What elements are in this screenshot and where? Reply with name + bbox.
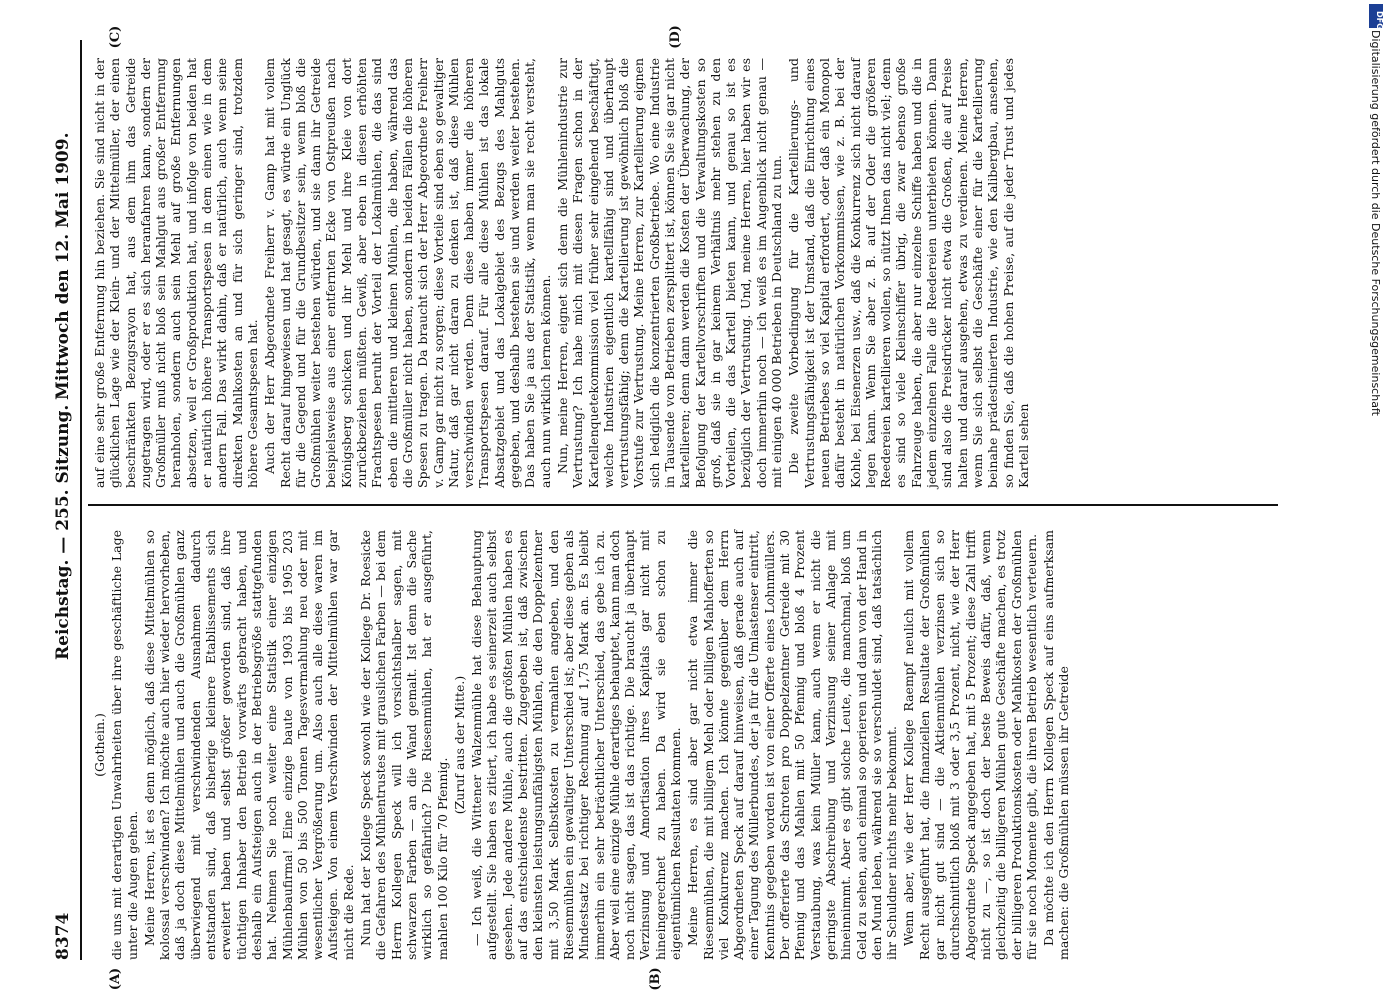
text-column-left [92, 530, 1272, 960]
paragraph: Meine Herren, es sind aber gar nicht etwa immer die Riesenmühlen, die mit billigem Mehl oder billigen Mahlofferten so viel Konkurrenz machen. Ich könnte gegenüber dem Herrn Abgeordneten Speck auf darauf hinweisen, daß gerade auch auf einer Tagung des Müllerbundes, der ja für die Umlastenser eintritt, Kenntnis gegeben worden ist von einer Offerte eines Lohnmüllers. Der offerierte das Schroten pro Doppelzentner Getreide mit 30 Pfennig und das Mahlen mit 50 Pfennig und bloß 4 Prozent Verstaubung, was kein Müller kann, auch wenn er nicht die geringste Abschreibung und Verzinsung seiner Anlage mit hineinnimmt. Aber es gibt solche Leute, die manchmal, bloß um Geld zu sehen, auch einmal so operieren und dann von der Hand in den Mund leben, während sie so verschuldet sind, daß tatsächlich ihr Schuldner nichts mehr bekommt. [685, 530, 900, 960]
paragraph: auf eine sehr große Entfernung hin beziehen. Sie sind nicht in der glücklichen Lage wie der Klein- und der Mittelmüller, der einen beschränkten Bezugsrayon hat, aus dem ihm das Getreide zugetragen wird, oder er es sich heranfahren kann, sondern der Großmüller muß nicht bloß sein Mahlgut aus großer Entfernung heranholen, sondern auch sein Mehl auf große Entfernungen absetzen, weil er Großproduktion hat, und infolge von beiden hat er natürlich höhere Transportspesen in dem einen wie in dem andern Fall. Das wirkt dahin, daß er natürlich, auch wenn seine direkten Mahlkosten an und für sich geringer sind, trotzdem höhere Gesamtspesen hat. [92, 58, 260, 488]
paragraph: Meine Herren, ist es denn möglich, daß diese Mittelmühlen so kolossal verschwinden? Ich möchte auch hier wieder hervorheben, daß ja doch diese Mittelmühlen und auch die Großmühlen ganz überwiegend mit verschwindenden Ausnahmen dadurch entstanden sind, daß bisherige kleinere Etablissements sich erweitert haben und selbst größer geworden sind, daß ihre tüchtigen Inhaber den Betrieb vorwärts gebracht haben, und deshalb ein Aufsteigen auch in der Betriebsgröße stattgefunden hat. Nehmen Sie noch weiter eine Statistik einer einzigen Mühlenbaufirma! Eine einzige baute von 1903 bis 1905 203 Mühlen von 50 bis 500 Tonnen Tagesvermahlung neu oder mit wesentlicher Vergrößerung um. Also auch alle diese waren im Aufsteigen. Von einem Verschwinden der Mittelmühlen war gar nicht die Rede. [141, 530, 356, 960]
document-page [48, 25, 1316, 991]
paragraph: Die zweite Vorbedingung für die Kartellierungs- und Vertrustungsfähigkeit ist der Umstand, daß die Einrichtung eines neuen Betriebes so viel Kapital erfordert, oder daß ein Monopol dafür besteht in natürlichen Vorkommnissen, wie z. B. bei der Kohle, bei Eisenerzen usw., daß die Konkurrenz sich nicht darauf legen kann. Wenn Sie aber z. B. auf der Oder die größeren Reedereien kartellieren wollen, so nützt Ihnen das nicht viel; denn es sind so viele Kleinschiffer übrig, die zwar ebenso große Fahrzeuge haben, die aber nur einzelne Schiffe haben und die in jedem einzelnen Falle die Reedereien unterbieten können. Dann sind also die Preisdrücker nicht etwa die Großen, die auf Preise halten und darauf ausgehen, etwas zu verdienen. Meine Herren, wenn Sie sich selbst die Geschäfte einer für die Kartellierung beinahe prädestinierten Industrie, wie den Kalibergbau, ansehen, so finden Sie, daß die hohen Preise, auf die jeder Trust und jedes Kartell sehen [786, 58, 1031, 488]
paragraph: die uns mit derartigen Unwahrheiten über ihre geschäftliche Lage unter die Augen gehen. [109, 530, 140, 960]
digitization-footer [1369, 30, 1381, 960]
speaker-name: (Gothein.) [92, 713, 107, 777]
session-title: Reichstag. — 255. Sitzung. [53, 404, 73, 660]
header-rule [80, 40, 82, 960]
digitization-note: Digitalisierung gefördert durch die Deutsche Forschungsgemeinschaft [1369, 30, 1382, 416]
interjection: (Zuruf aus der Mitte.) [451, 675, 467, 815]
paragraph: Nun, meine Herren, eignet sich denn die Mühlenindustrie zur Vertrustung? Ich habe mich mit diesen Fragen schon in der Kartellenquetekommission viel früher sehr eingehend beschäftigt, welche Industrien eigentlich kartellfähig sind und überhaupt vertrustungsfähig; denn die Kartellierung ist gewöhnlich bloß die Vorstufe zur Vertrustung. Meine Herren, zur Kartellierung eignen sich lediglich die konzentrierten Großbetriebe. Wo eine Industrie in Tausende von Betrieben zersplittert ist, können Sie sie gar nicht kartellieren; denn dann werden die Kosten der Überwachung, der Befolgung der Kartellvorschriften und die Verwaltungskosten so groß, daß sie in gar keinem Verhältnis mehr stehen zu den Vorteilen, die das Kartell bieten kann, und genau so ist es bezüglich der Vertrustung. Und, meine Herren, hier haben wir es doch immerhin noch — ich weiß es im Augenblick nicht genau — mit einigen 40 000 Betrieben in Deutschland zu tun. [554, 58, 785, 488]
paragraph: Wenn aber, wie der Herr Kollege Raempf neulich mit vollem Recht ausgeführt hat, die finanziellen Resultate der Großmühlen gar nicht gut sind — die Aktienmühlen verzinsen sich so durchschnittlich bloß mit 3 oder 3,5 Prozent, nicht, wie der Herr Abgeordnete Speck angegeben hat, mit 5 Prozent; diese Zahl trifft nicht zu —, so ist doch der beste Beweis dafür, daß, wenn gleichzeitig die billigeren Mühlen gute Geschäfte machen, es trotz der billigeren Produktionskosten oder Mahlkosten der Großmühlen für sie noch Momente gibt, die ihren Betrieb wesentlich verteuern. [901, 530, 1039, 960]
dfg-logo: DFG [1369, 4, 1383, 28]
paragraph: Nun hat der Kollege Speck sowohl wie der Kollege Dr. Roesicke die Gefahren des Mühlentrustes mit grauslichen Farben — bei dem Herrn Kollegen Speck will ich vorsichtshalber sagen, mit schwarzen Farben — an die Wand gemalt. Ist denn die Sache wirklich so gefährlich? Die Riesenmühlen, hat er ausgeführt, mahlen 100 Kilo für 70 Pfennig. [358, 530, 450, 960]
paragraph: Da möchte ich den Herrn Kollegen Speck auf eins aufmerksam machen: die Großmühlen müssen ihr Getreide [1041, 530, 1072, 960]
margin-mark-a: (A) [108, 967, 123, 991]
paragraph: Auch der Herr Abgeordnete Freiherr v. Gamp hat mit vollem Recht darauf hingewiesen und hat gesagt, es würde ein Unglück für die Gegend und für die Grundbesitzer sein, wenn bloß die Großmühlen weiter bestehen würden, und sie dann ihr Getreide beispielsweise aus einer entfernten Ecke von Ostpreußen nach Königsberg schicken und ihr Mehl und ihre Kleie von dort zurückbeziehen müßten. Gewiß, aber eben in diesen erhöhten Frachtspesen beruht der Vorteil der Lokalmühlen, die das sind eben die mittleren und kleinen Mühlen, die haben, während das die Großmüller nicht haben, sondern in beiden Fällen die höheren Spesen zu tragen. Da braucht sich der Herr Abgeordnete Freiherr v. Gamp gar nicht zu sorgen; diese Vorteile sind eben so gewaltiger Natur, daß gar nicht daran zu denken ist, daß diese Mühlen verschwinden werden. Denn diese haben immer die höheren Transportspesen darauf. Für alle diese Mühlen ist das lokale Absatzgebiet und das Lokalgebiet des Bezugs des Mahlguts gegeben, und deshalb bestehen sie und werden weiter bestehen. Das haben Sie ja aus der Statistik, wenn man sie recht versteht, auch nun wirklich lernen können. [262, 58, 553, 488]
margin-mark-c: (C) [108, 25, 123, 49]
column-separator [88, 504, 1278, 506]
paragraph: — Ich weiß, die Wittener Walzenmühle hat diese Behauptung aufgestellt. Sie haben es zitiert, ich habe es seinerzeit auch selbst gesehen. Jede andere Mühle, auch die größten Mühlen haben es auf das entschiedenste bestritten. Zugegeben ist, daß zwischen den kleinsten leistungsunfähigsten Mühlen, die den Doppelzentner mit 3,50 Mark Selbstkosten zu vermahlen angeben, und den Riesenmühlen ein gewaltiger Unterschied ist; aber diese geben als Mindestsatz bei richtiger Rechnung auf 1,75 Mark an. Es bleibt immerhin ein sehr beträchtlicher Unterschied, das gebe ich zu. Aber weil eine einzige Mühle derartiges behauptet, kann man doch noch nicht sagen, das ist das richtige. Die braucht ja überhaupt Verzinsung und Amortisation ihres Kapitals gar nicht mit hineingerechnet zu haben. Da wird sie eben schon zu eigentümlichen Resultaten kommen. [469, 530, 683, 960]
margin-mark-b: (B) [648, 967, 663, 991]
page-header [48, 40, 78, 960]
text-column-right [92, 58, 1272, 488]
session-date: Mittwoch den 12. Mai 1909. [53, 132, 73, 400]
page-number: 8374 [53, 912, 73, 960]
margin-mark-d: (D) [668, 25, 683, 49]
